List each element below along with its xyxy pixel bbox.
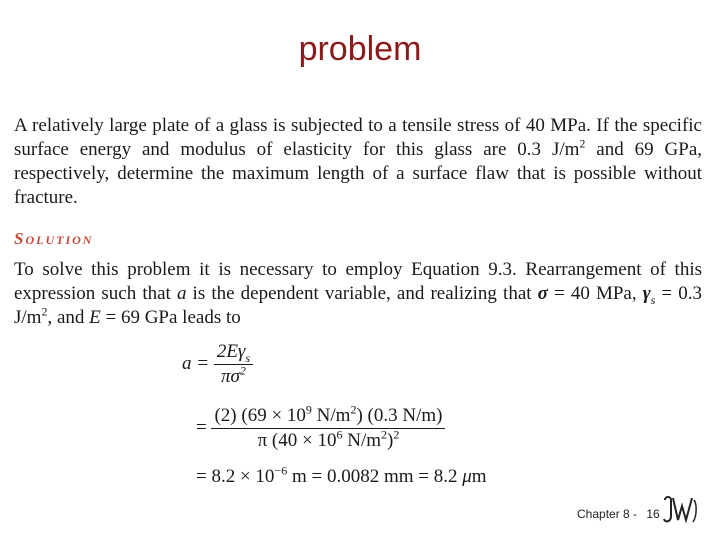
eq2-num-c: ) (0.3 N/m) <box>356 405 443 426</box>
eq3-sup: −6 <box>274 463 288 478</box>
problem-statement <box>14 114 702 210</box>
eq2-den-a: π (40 × 10 <box>257 430 337 451</box>
solution-intro <box>14 258 702 330</box>
eq2-den-sup2: 2 <box>381 427 388 442</box>
slide-title: problem <box>298 30 422 68</box>
solution-sup: 2 <box>41 304 48 319</box>
var-a: a <box>176 283 187 304</box>
eq1-den-text: πσ <box>221 366 240 387</box>
problem-text-1: A relatively large plate of a glass is subjected to a tensile stress of 40 MPa. If the specific surface energy and modulus of elasticity for this glass are 0.3 J/m <box>14 115 702 160</box>
eq1-numerator <box>214 341 253 365</box>
eq2-num-sup2: 2 <box>350 402 357 417</box>
eq2-num-a: (2) (69 × 10 <box>214 405 306 426</box>
eq1-num-sub: s <box>245 350 251 365</box>
eq2-num-b: N/m <box>311 405 351 426</box>
solution-text-a: To solve this problem it is necessary to employ Equation 9.3. Rearrangement of this expression such that <box>14 259 702 304</box>
eq3-b: m = 0.0082 mm = 8.2 <box>287 466 463 487</box>
solution-heading: Solution <box>14 229 94 248</box>
eq1-denominator <box>214 365 253 388</box>
eq2-num-sup1: 9 <box>305 402 312 417</box>
gamma-sub: s <box>650 292 656 307</box>
eq2-den-b: N/m <box>342 430 382 451</box>
solution-text-f: = 69 GPa leads to <box>100 307 241 328</box>
eq3-a: = 8.2 × 10 <box>196 466 275 487</box>
eq3-mu: μ <box>462 466 472 487</box>
eq2-equals: = <box>196 416 207 438</box>
solution-text-e: , and <box>47 307 90 328</box>
problem-text-2: and 69 GPa, respectively, determine the maximum length of a surface flaw that is possible without fracture. <box>14 139 703 208</box>
sigma-symbol: σ <box>537 283 548 304</box>
solution-text-b: is the dependent variable, and realizing that <box>186 283 538 304</box>
eq2-den-c: ) <box>387 430 394 451</box>
eq1-lhs: a = <box>182 352 210 374</box>
eq1-den-sup: 2 <box>239 363 246 378</box>
equation-3 <box>196 463 487 488</box>
publisher-logo-icon <box>661 494 699 526</box>
eq2-fraction <box>211 402 445 452</box>
eq2-numerator <box>211 402 445 429</box>
eq2-den-sup1: 6 <box>336 427 343 442</box>
chapter-label: Chapter 8 - <box>577 507 638 521</box>
var-E: E <box>89 307 101 328</box>
footer <box>577 507 660 521</box>
solution-text-d: = 0.3 J/m <box>14 283 703 328</box>
eq2-den-sup3: 2 <box>393 427 400 442</box>
problem-sup: 2 <box>579 136 586 151</box>
solution-text-c: = 40 MPa, <box>547 283 643 304</box>
equation-2 <box>196 402 445 452</box>
gamma-symbol: γ <box>642 283 651 304</box>
eq2-denominator <box>211 429 445 452</box>
eq1-fraction <box>214 341 253 388</box>
equation-1 <box>182 341 253 388</box>
page-number: 16 <box>646 507 660 521</box>
eq3-c: m <box>471 466 487 487</box>
eq1-num-text: 2Eγ <box>216 341 246 362</box>
